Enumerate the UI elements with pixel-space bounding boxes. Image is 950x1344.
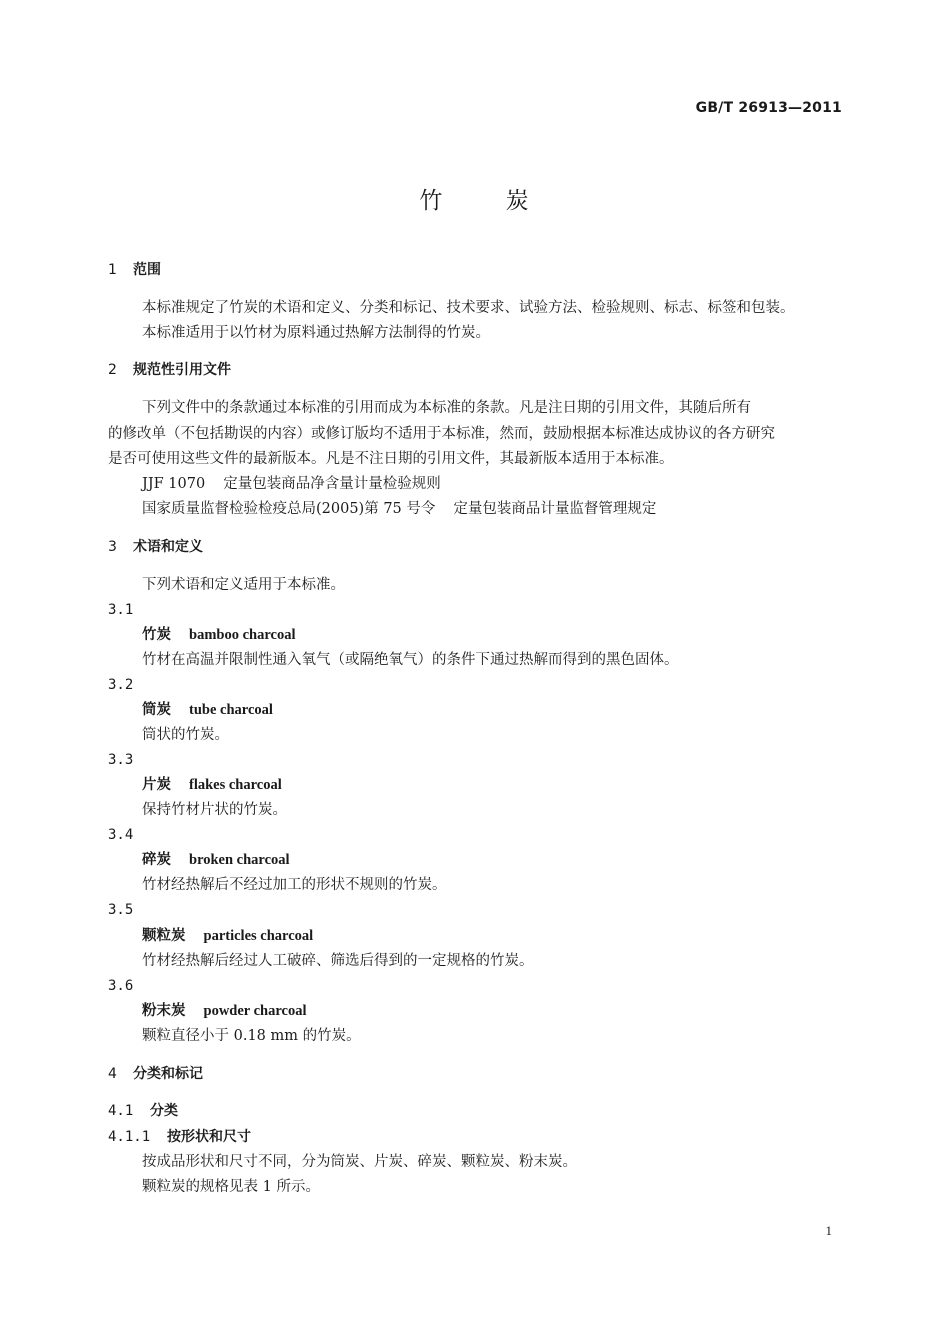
standard-code: GB/T 26913—2011 (695, 100, 842, 116)
term-zh: 颗粒炭 (142, 928, 186, 944)
term-heading (142, 926, 313, 946)
term-heading (142, 625, 295, 645)
section-4-heading (108, 1064, 203, 1084)
section-2-line-2: 的修改单（不包括勘误的内容）或修订版均不适用于本标准，然而，鼓励根据本标准达成协议的各方研究 (108, 426, 775, 442)
subsection-number: 4.1 (108, 1103, 134, 1119)
section-title: 范围 (133, 262, 161, 278)
term-definition: 筒状的竹炭。 (142, 727, 229, 743)
term-definition: 颗粒直径小于 0.18 mm 的竹炭。 (142, 1028, 361, 1044)
section-number: 2 (108, 362, 117, 378)
term-number: 3.6 (108, 978, 134, 994)
section-4-paragraph-2: 颗粒炭的规格见表 1 所示。 (142, 1179, 320, 1195)
title-char-2: 炭 (505, 188, 531, 214)
section-1-paragraph-1: 本标准规定了竹炭的术语和定义、分类和标记、技术要求、试验方法、检验规则、标志、标签和包装。 (142, 300, 795, 316)
section-3-intro: 下列术语和定义适用于本标准。 (142, 577, 345, 593)
section-2-line-3: 是否可使用这些文件的最新版本。凡是不注日期的引用文件，其最新版本适用于本标准。 (108, 451, 674, 467)
reference-code: JJF 1070 (142, 476, 206, 492)
term-definition: 竹材经热解后不经过加工的形状不规则的竹炭。 (142, 877, 447, 893)
subsection-title: 按形状和尺寸 (167, 1129, 251, 1145)
term-en: flakes charcoal (189, 777, 282, 793)
term-number: 3.5 (108, 902, 134, 918)
subsection-4-1-1-heading (108, 1127, 251, 1147)
subsection-number: 4.1.1 (108, 1129, 151, 1145)
section-4-paragraph-1: 按成品形状和尺寸不同，分为筒炭、片炭、碎炭、颗粒炭、粉末炭。 (142, 1154, 577, 1170)
term-definition: 保持竹材片状的竹炭。 (142, 802, 287, 818)
section-number: 1 (108, 262, 117, 278)
term-zh: 粉末炭 (142, 1003, 186, 1019)
term-heading (142, 850, 290, 870)
section-3-heading (108, 537, 203, 557)
term-en: powder charcoal (203, 1003, 307, 1019)
term-definition: 竹材经热解后经过人工破碎、筛选后得到的一定规格的竹炭。 (142, 953, 534, 969)
section-title: 术语和定义 (133, 539, 203, 555)
term-number: 3.2 (108, 677, 134, 693)
section-number: 3 (108, 539, 117, 555)
page-number: 1 (825, 1223, 832, 1238)
subsection-title: 分类 (150, 1103, 178, 1119)
section-2-line-1: 下列文件中的条款通过本标准的引用而成为本标准的条款。凡是注日期的引用文件，其随后所有 (142, 400, 751, 416)
term-zh: 竹炭 (142, 627, 171, 643)
section-title: 分类和标记 (133, 1066, 203, 1082)
section-title: 规范性引用文件 (133, 362, 231, 378)
term-heading (142, 1001, 306, 1021)
term-number: 3.4 (108, 827, 134, 843)
term-en: broken charcoal (189, 852, 290, 868)
term-definition: 竹材在高温并限制性通入氧气（或隔绝氧气）的条件下通过热解而得到的黑色固体。 (142, 652, 679, 668)
term-number: 3.3 (108, 752, 134, 768)
section-2-heading (108, 360, 231, 380)
reference-code: 国家质量监督检验检疫总局(2005)第 75 号令 (142, 501, 436, 517)
document-title (0, 182, 950, 215)
term-heading (142, 700, 273, 720)
reference-title: 定量包装商品计量监督管理规定 (453, 501, 657, 517)
term-zh: 片炭 (142, 777, 171, 793)
term-zh: 筒炭 (142, 702, 171, 718)
term-number: 3.1 (108, 602, 134, 618)
reference-1 (142, 474, 441, 494)
reference-2 (142, 499, 656, 519)
term-en: tube charcoal (189, 702, 273, 718)
reference-title: 定量包装商品净含量计量检验规则 (223, 476, 441, 492)
term-zh: 碎炭 (142, 852, 171, 868)
section-1-paragraph-2: 本标准适用于以竹材为原料通过热解方法制得的竹炭。 (142, 325, 490, 341)
subsection-4-1-heading (108, 1101, 178, 1121)
term-heading (142, 775, 282, 795)
section-1-heading (108, 260, 161, 280)
title-char-1: 竹 (419, 188, 445, 214)
term-en: particles charcoal (203, 928, 314, 944)
section-number: 4 (108, 1066, 117, 1082)
term-en: bamboo charcoal (189, 627, 296, 643)
